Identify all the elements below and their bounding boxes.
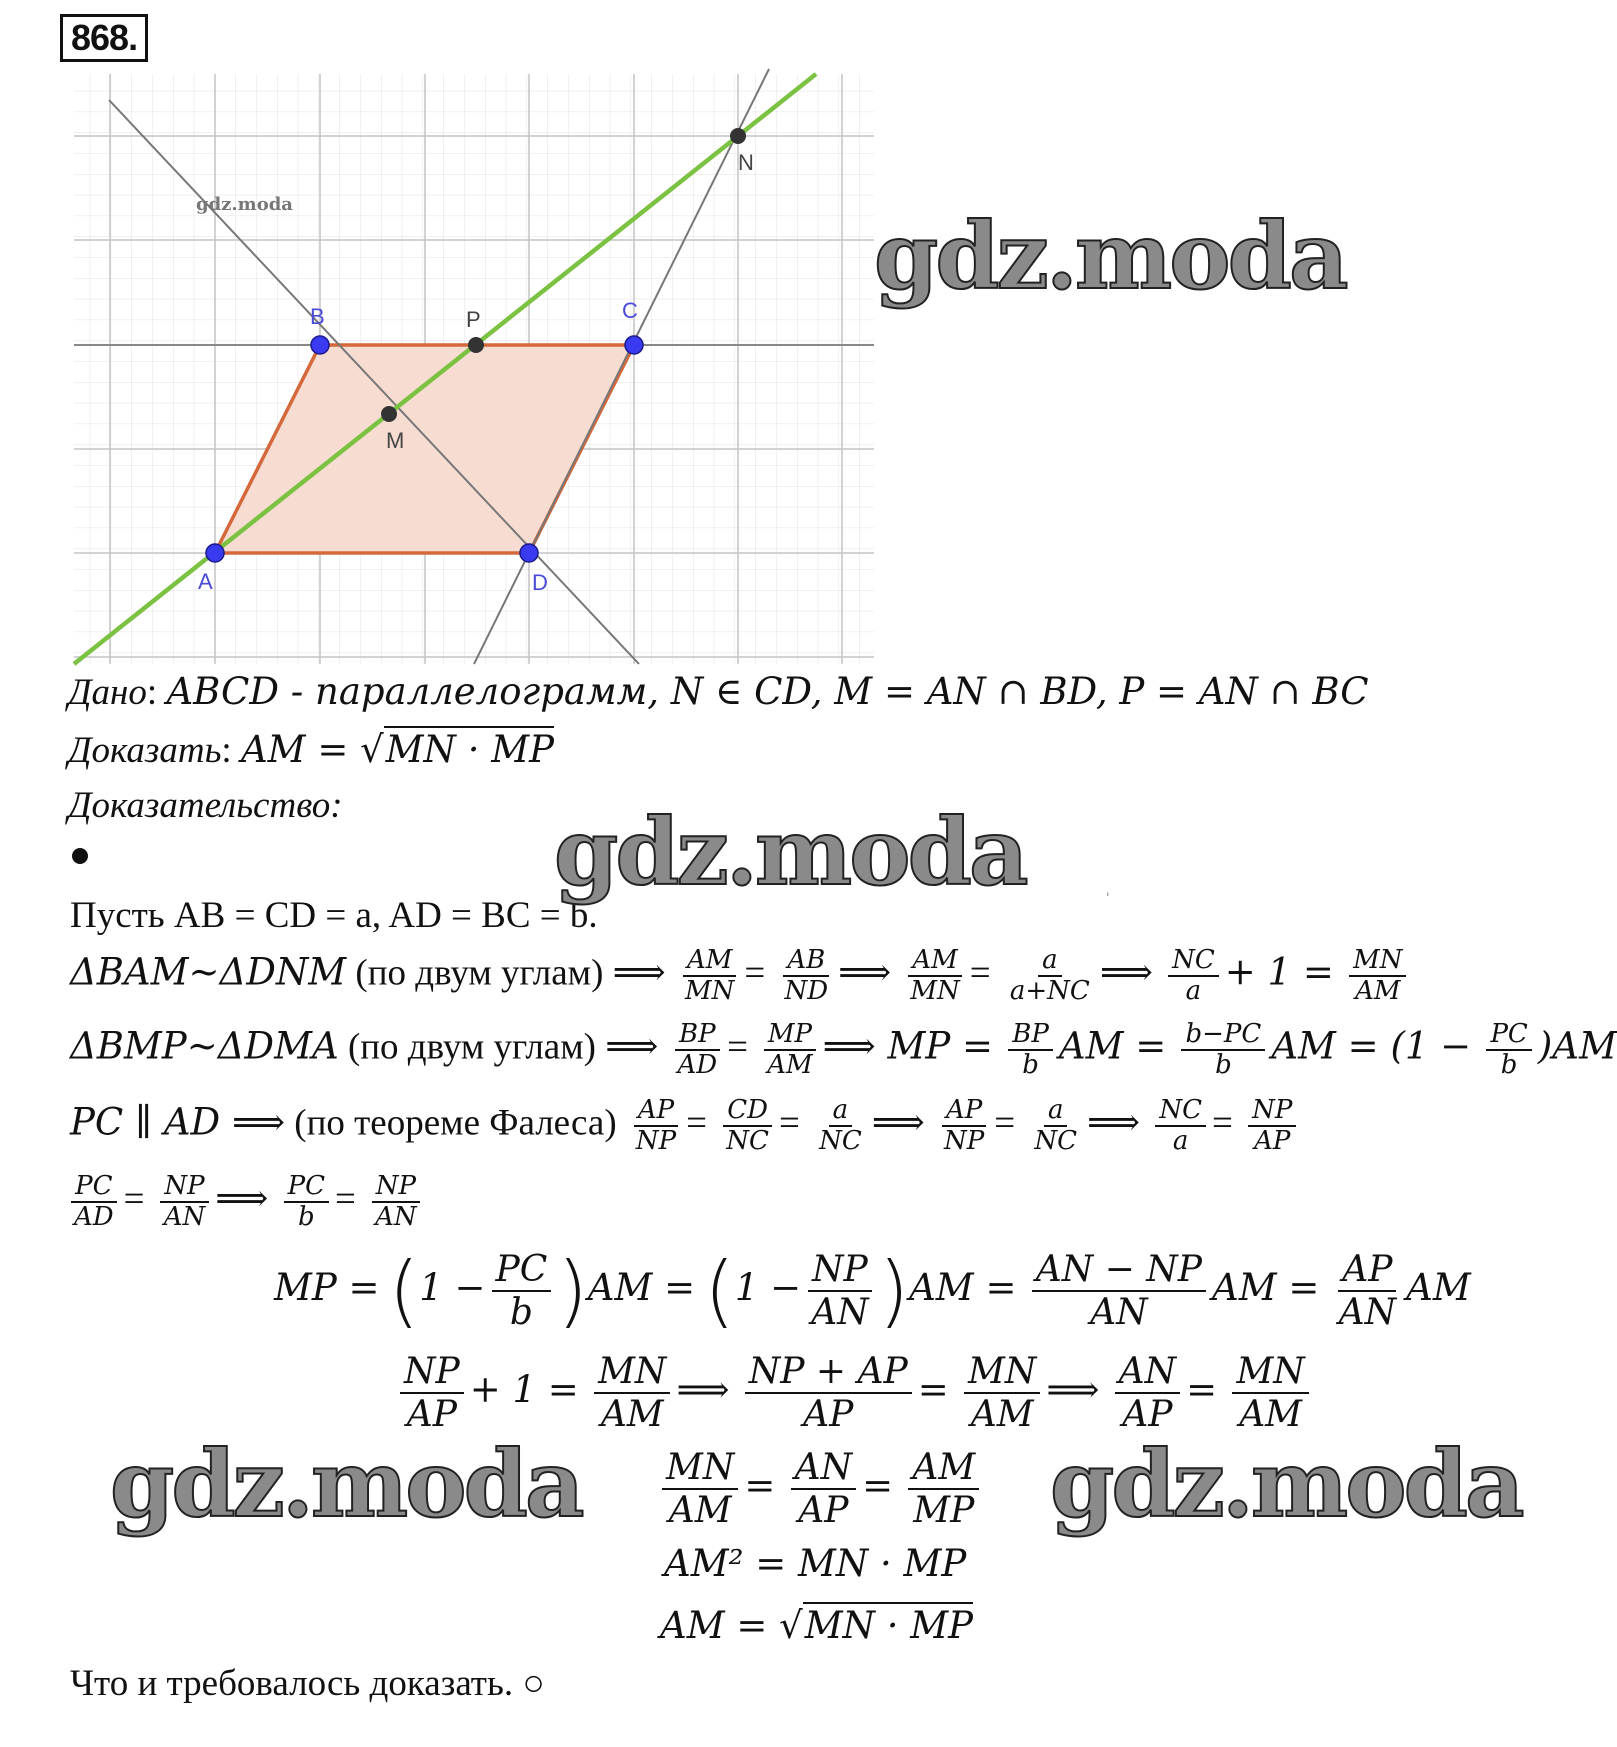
vertex-a <box>206 544 224 562</box>
eq-final-lhs: AM = <box>660 1604 780 1647</box>
watermark-bottom-left: gdz.moda <box>110 1430 582 1538</box>
prove-radicand: MN · MP <box>385 728 554 771</box>
label-m: M <box>386 428 405 453</box>
line1-reason: (по двум углам) <box>355 952 604 994</box>
point-p <box>468 337 484 353</box>
similarity-line-2: ΔBMP~ΔDMA (по двум углам) ⟹ $\frac{BP}{AD}$ = $\frac{MP}{AM}$ ⟹ MP = $\frac{BP}{b}$ AM = $\frac{b-PC}{b}$ AM = (1 − $\frac{PC}{b}$ )AM <box>70 1019 1617 1080</box>
eq-final-radicand: MN · MP <box>804 1604 974 1647</box>
label-n: N <box>738 150 754 175</box>
equation-final: AM = √MN · MP <box>660 1604 974 1647</box>
figure-watermark: gdz.moda <box>196 194 293 215</box>
label-a: A <box>198 569 213 594</box>
vertex-b <box>311 336 329 354</box>
given-text: ABCD - параллелограмм, N ∈ CD, M = AN ∩ BD, P = AN ∩ BC <box>166 670 1369 713</box>
given-line: Дано: ABCD - параллелограмм, N ∈ CD, M = AN ∩ BD, P = AN ∩ BC <box>68 670 1369 713</box>
bullet-icon <box>72 848 88 864</box>
problem-number: 868. <box>60 14 148 62</box>
prove-line: Доказать: AM = √MN · MP <box>68 728 554 771</box>
ratio-line: $\frac{PC}{AD}$ = $\frac{NP}{AN}$ ⟹ $\frac{PC}{b}$ = $\frac{NP}{AN}$ <box>64 1172 427 1232</box>
vertex-d <box>520 544 538 562</box>
vertex-c <box>625 336 643 354</box>
let-line: Пусть AB = CD = a, AD = BC = b. <box>70 895 598 936</box>
point-n <box>730 128 746 144</box>
watermark-bottom-right: gdz.moda <box>1050 1430 1522 1538</box>
line1-head: ΔBAM~ΔDNM <box>70 950 347 994</box>
watermark-middle: gdz.moda <box>554 798 1026 906</box>
label-p: P <box>466 307 481 332</box>
line3-head: PC ∥ AD ⟹ <box>70 1100 286 1144</box>
prove-label: Доказать <box>68 730 222 771</box>
given-label: Дано <box>68 672 147 713</box>
prove-lhs: AM = <box>240 728 361 771</box>
point-m <box>381 406 397 422</box>
label-c: C <box>622 298 638 323</box>
line2-head: ΔBMP~ΔDMA <box>70 1024 339 1068</box>
equation-triple-ratio: $\frac{MN}{AM}$ = $\frac{AN}{AP}$ = $\frac{AM}{MP}$ <box>656 1448 985 1531</box>
watermark-top-right: gdz.moda <box>874 202 1346 310</box>
conclusion: Что и требовалось доказать. ○ <box>70 1663 545 1704</box>
similarity-line-1: ΔBAM~ΔDNM (по двум углам) ⟹ $\frac{AM}{MN}$ = $\frac{AB}{ND}$ ⟹ $\frac{AM}{MN}$ = $\frac{a}{a+NC}$ ⟹ $\frac{NC}{a}$ + 1 = $\frac{MN}{AM}$ <box>70 946 1412 1006</box>
equation-np-ap: $\frac{NP}{AP}$ + 1 = $\frac{MN}{AM}$ ⟹ $\frac{NP + AP}{AP}$ = $\frac{MN}{AM}$ ⟹ $\frac{AN}{AP}$ = $\frac{MN}{AM}$ <box>394 1352 1315 1435</box>
stray-mark: ˈ <box>1104 888 1112 913</box>
label-d: D <box>532 570 548 595</box>
label-b: B <box>310 304 325 329</box>
eq-mp-lhs: MP = <box>274 1265 380 1309</box>
thales-line: PC ∥ AD ⟹ (по теореме Фалеса) $\frac{AP}{NP}$ = $\frac{CD}{NC}$ = $\frac{a}{NC}$ ⟹ $\frac{AP}{NP}$ = $\frac{a}{NC}$ ⟹ $\frac{NC}{a}$ = $\frac{NP}{AP}$ <box>70 1096 1302 1156</box>
geometry-figure <box>74 74 874 664</box>
proof-label: Доказательство: <box>68 785 343 826</box>
line3-reason: (по теореме Фалеса) <box>294 1102 617 1144</box>
equation-mp: MP = (1 − $\frac{PC}{b}$ )AM = (1 − $\frac{NP}{AN}$ )AM = $\frac{AN - NP}{AN}$ AM = $\frac{AP}{AN}$ AM <box>274 1246 1471 1337</box>
line2-reason: (по двум углам) <box>347 1026 596 1068</box>
equation-am-squared: AM² = MN · MP <box>664 1542 967 1585</box>
